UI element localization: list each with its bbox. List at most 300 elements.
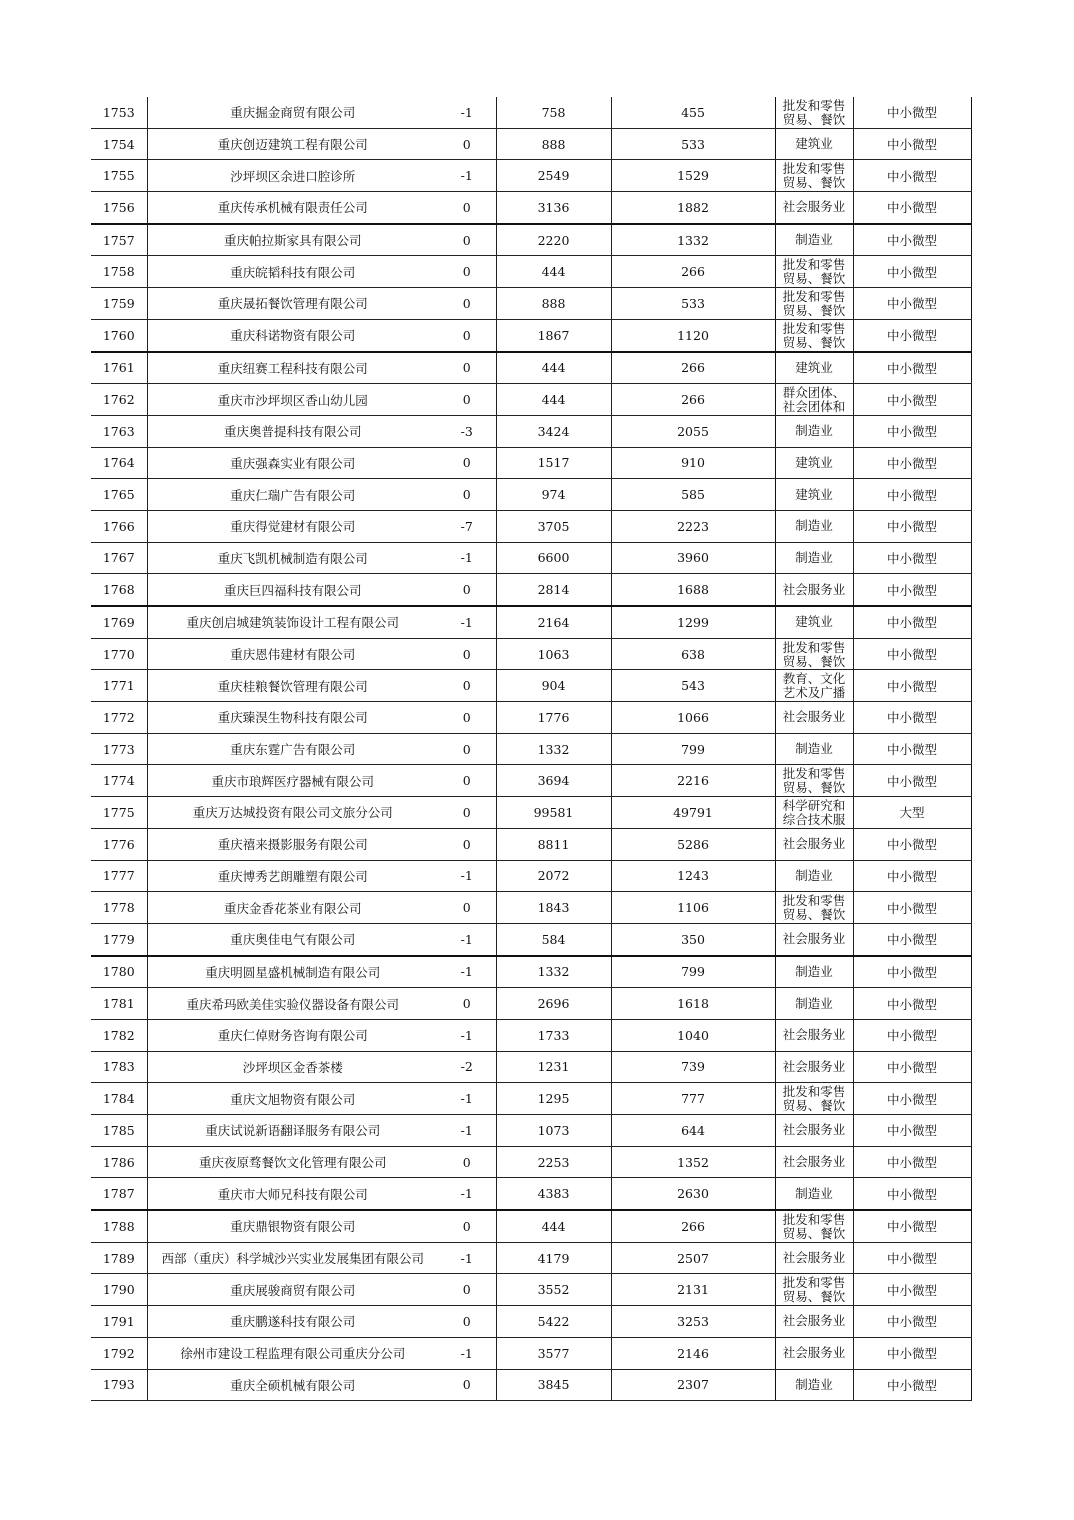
industry-cell: 社会服务业 <box>775 192 853 224</box>
company-name-cell: 重庆全硕机械有限公司 <box>147 1369 438 1401</box>
table-row <box>91 892 971 924</box>
value-a-cell: 1867 <box>496 319 611 351</box>
row-number-cell: 1777 <box>91 860 147 892</box>
company-name-cell: 重庆桂粮餐饮管理有限公司 <box>147 670 438 702</box>
value-b-cell: 2307 <box>611 1369 775 1401</box>
table-row <box>91 1178 971 1210</box>
industry-cell <box>775 797 853 829</box>
value-a-cell: 2814 <box>496 574 611 606</box>
value-a-cell: 3424 <box>496 415 611 447</box>
change-cell: 0 <box>438 224 496 256</box>
industry-cell: 社会服务业 <box>775 1306 853 1338</box>
value-a-cell: 1231 <box>496 1051 611 1083</box>
change-cell: -1 <box>438 160 496 192</box>
industry-text: 批发和零售贸易、餐饮 <box>782 766 846 796</box>
value-b-cell: 1040 <box>611 1019 775 1051</box>
row-number-cell: 1760 <box>91 319 147 351</box>
change-cell: -1 <box>438 923 496 955</box>
table-row <box>91 542 971 574</box>
company-name-cell: 重庆明圆星盛机械制造有限公司 <box>147 956 438 988</box>
table-row <box>91 797 971 829</box>
value-a-cell: 974 <box>496 479 611 511</box>
industry-cell <box>775 670 853 702</box>
scale-cell: 中小微型 <box>853 670 971 702</box>
row-number-cell: 1789 <box>91 1242 147 1274</box>
industry-cell <box>775 288 853 320</box>
row-number-cell: 1772 <box>91 702 147 734</box>
industry-cell <box>775 765 853 797</box>
company-name-cell: 重庆禧来摄影服务有限公司 <box>147 828 438 860</box>
industry-cell <box>775 319 853 351</box>
scale-cell: 中小微型 <box>853 1083 971 1115</box>
row-number-cell: 1776 <box>91 828 147 860</box>
value-b-cell: 1120 <box>611 319 775 351</box>
scale-cell: 中小微型 <box>853 1146 971 1178</box>
change-cell: -1 <box>438 956 496 988</box>
scale-cell: 中小微型 <box>853 1178 971 1210</box>
row-number-cell: 1765 <box>91 479 147 511</box>
scale-cell: 中小微型 <box>853 860 971 892</box>
table-row <box>91 192 971 224</box>
table-row <box>91 415 971 447</box>
row-number-cell: 1786 <box>91 1146 147 1178</box>
company-name-cell: 徐州市建设工程监理有限公司重庆分公司 <box>147 1337 438 1369</box>
table-row <box>91 224 971 256</box>
value-a-cell: 758 <box>496 97 611 128</box>
scale-cell: 中小微型 <box>853 892 971 924</box>
industry-cell: 制造业 <box>775 224 853 256</box>
value-b-cell: 1688 <box>611 574 775 606</box>
value-b-cell: 2216 <box>611 765 775 797</box>
change-cell: 0 <box>438 638 496 670</box>
table-row <box>91 128 971 160</box>
industry-cell: 制造业 <box>775 1369 853 1401</box>
value-a-cell: 1332 <box>496 956 611 988</box>
company-name-cell: 重庆展骏商贸有限公司 <box>147 1274 438 1306</box>
value-b-cell: 266 <box>611 256 775 288</box>
company-name-cell: 重庆文旭物资有限公司 <box>147 1083 438 1115</box>
scale-cell: 中小微型 <box>853 1337 971 1369</box>
table-row <box>91 670 971 702</box>
row-number-cell: 1793 <box>91 1369 147 1401</box>
industry-cell: 社会服务业 <box>775 1242 853 1274</box>
value-b-cell: 2131 <box>611 1274 775 1306</box>
value-b-cell: 1882 <box>611 192 775 224</box>
company-name-cell: 西部（重庆）科学城沙兴实业发展集团有限公司 <box>147 1242 438 1274</box>
table-row <box>91 828 971 860</box>
value-b-cell: 5286 <box>611 828 775 860</box>
value-b-cell: 1618 <box>611 988 775 1020</box>
industry-cell <box>775 638 853 670</box>
row-number-cell: 1756 <box>91 192 147 224</box>
scale-cell: 中小微型 <box>853 1051 971 1083</box>
change-cell: 0 <box>438 733 496 765</box>
table-row <box>91 923 971 955</box>
row-number-cell: 1781 <box>91 988 147 1020</box>
scale-cell: 中小微型 <box>853 319 971 351</box>
row-number-cell: 1783 <box>91 1051 147 1083</box>
scale-cell: 中小微型 <box>853 574 971 606</box>
row-number-cell: 1775 <box>91 797 147 829</box>
change-cell: -1 <box>438 1242 496 1274</box>
company-name-cell: 重庆得觉建材有限公司 <box>147 510 438 542</box>
industry-text: 批发和零售贸易、餐饮 <box>782 893 846 923</box>
scale-cell: 中小微型 <box>853 415 971 447</box>
company-name-cell: 重庆鹏遂科技有限公司 <box>147 1306 438 1338</box>
industry-cell <box>775 256 853 288</box>
value-a-cell: 1843 <box>496 892 611 924</box>
company-name-cell: 重庆帕拉斯家具有限公司 <box>147 224 438 256</box>
value-a-cell: 8811 <box>496 828 611 860</box>
table-row <box>91 1115 971 1147</box>
table-row <box>91 510 971 542</box>
row-number-cell: 1755 <box>91 160 147 192</box>
company-name-cell: 重庆创启城建筑装饰设计工程有限公司 <box>147 606 438 638</box>
table-row <box>91 384 971 416</box>
change-cell: -1 <box>438 1178 496 1210</box>
change-cell: 0 <box>438 828 496 860</box>
industry-cell: 社会服务业 <box>775 828 853 860</box>
value-b-cell: 1066 <box>611 702 775 734</box>
scale-cell: 中小微型 <box>853 224 971 256</box>
row-number-cell: 1757 <box>91 224 147 256</box>
row-number-cell: 1782 <box>91 1019 147 1051</box>
industry-text: 批发和零售贸易、餐饮 <box>782 1211 846 1241</box>
company-name-cell: 重庆飞凯机械制造有限公司 <box>147 542 438 574</box>
company-name-cell: 重庆强森实业有限公司 <box>147 447 438 479</box>
row-number-cell: 1778 <box>91 892 147 924</box>
value-a-cell: 444 <box>496 384 611 416</box>
industry-cell: 社会服务业 <box>775 1019 853 1051</box>
table-row <box>91 1210 971 1242</box>
change-cell: 0 <box>438 128 496 160</box>
row-number-cell: 1768 <box>91 574 147 606</box>
value-b-cell: 2223 <box>611 510 775 542</box>
data-table <box>91 97 972 1401</box>
value-b-cell: 799 <box>611 956 775 988</box>
change-cell: -1 <box>438 1337 496 1369</box>
value-a-cell: 1517 <box>496 447 611 479</box>
industry-cell: 建筑业 <box>775 606 853 638</box>
industry-cell: 社会服务业 <box>775 702 853 734</box>
change-cell: 0 <box>438 352 496 384</box>
scale-cell: 中小微型 <box>853 1210 971 1242</box>
change-cell: 0 <box>438 447 496 479</box>
value-a-cell: 2696 <box>496 988 611 1020</box>
change-cell: 0 <box>438 988 496 1020</box>
industry-cell: 社会服务业 <box>775 1337 853 1369</box>
change-cell: -7 <box>438 510 496 542</box>
row-number-cell: 1761 <box>91 352 147 384</box>
company-name-cell: 重庆奥佳电气有限公司 <box>147 923 438 955</box>
industry-cell: 建筑业 <box>775 128 853 160</box>
change-cell: -1 <box>438 1019 496 1051</box>
value-a-cell: 3845 <box>496 1369 611 1401</box>
value-b-cell: 1352 <box>611 1146 775 1178</box>
company-name-cell: 重庆希玛欧美佳实验仪器设备有限公司 <box>147 988 438 1020</box>
table-body <box>91 97 971 1401</box>
company-name-cell: 重庆奥普提科技有限公司 <box>147 415 438 447</box>
value-b-cell: 533 <box>611 288 775 320</box>
change-cell: 0 <box>438 319 496 351</box>
company-name-cell: 重庆市琅辉医疗器械有限公司 <box>147 765 438 797</box>
value-a-cell: 904 <box>496 670 611 702</box>
industry-text: 批发和零售贸易、餐饮 <box>782 639 846 669</box>
industry-cell <box>775 1274 853 1306</box>
value-a-cell: 1776 <box>496 702 611 734</box>
industry-cell: 社会服务业 <box>775 1146 853 1178</box>
industry-text: 批发和零售贸易、餐饮 <box>782 161 846 191</box>
scale-cell: 中小微型 <box>853 447 971 479</box>
value-b-cell: 585 <box>611 479 775 511</box>
scale-cell: 中小微型 <box>853 828 971 860</box>
value-b-cell: 1106 <box>611 892 775 924</box>
industry-text: 批发和零售贸易、餐饮 <box>782 97 846 127</box>
industry-cell <box>775 384 853 416</box>
value-b-cell: 49791 <box>611 797 775 829</box>
value-b-cell: 1529 <box>611 160 775 192</box>
row-number-cell: 1754 <box>91 128 147 160</box>
value-b-cell: 350 <box>611 923 775 955</box>
industry-cell: 制造业 <box>775 1178 853 1210</box>
company-name-cell: 重庆科诺物资有限公司 <box>147 319 438 351</box>
change-cell: 0 <box>438 892 496 924</box>
change-cell: 0 <box>438 1146 496 1178</box>
scale-cell: 中小微型 <box>853 956 971 988</box>
scale-cell: 中小微型 <box>853 479 971 511</box>
table-row <box>91 1369 971 1401</box>
change-cell: 0 <box>438 1369 496 1401</box>
value-b-cell: 2507 <box>611 1242 775 1274</box>
change-cell: -1 <box>438 1083 496 1115</box>
company-name-cell: 重庆市沙坪坝区香山幼儿园 <box>147 384 438 416</box>
industry-cell: 制造业 <box>775 542 853 574</box>
change-cell: 0 <box>438 1306 496 1338</box>
value-b-cell: 533 <box>611 128 775 160</box>
company-name-cell: 重庆仁倬财务咨询有限公司 <box>147 1019 438 1051</box>
company-name-cell: 重庆鼎银物资有限公司 <box>147 1210 438 1242</box>
change-cell: -1 <box>438 606 496 638</box>
industry-cell: 制造业 <box>775 415 853 447</box>
company-name-cell: 重庆传承机械有限责任公司 <box>147 192 438 224</box>
value-a-cell: 6600 <box>496 542 611 574</box>
row-number-cell: 1763 <box>91 415 147 447</box>
value-a-cell: 99581 <box>496 797 611 829</box>
company-name-cell: 重庆巨四福科技有限公司 <box>147 574 438 606</box>
table-row <box>91 256 971 288</box>
value-b-cell: 638 <box>611 638 775 670</box>
row-number-cell: 1767 <box>91 542 147 574</box>
table-row <box>91 1051 971 1083</box>
row-number-cell: 1780 <box>91 956 147 988</box>
scale-cell: 中小微型 <box>853 1274 971 1306</box>
company-name-cell: 重庆夜原骛餐饮文化管理有限公司 <box>147 1146 438 1178</box>
value-b-cell: 799 <box>611 733 775 765</box>
value-b-cell: 455 <box>611 97 775 128</box>
change-cell: 0 <box>438 192 496 224</box>
value-b-cell: 1332 <box>611 224 775 256</box>
scale-cell: 中小微型 <box>853 542 971 574</box>
value-a-cell: 1295 <box>496 1083 611 1115</box>
value-b-cell: 1243 <box>611 860 775 892</box>
table-row <box>91 1019 971 1051</box>
value-a-cell: 2253 <box>496 1146 611 1178</box>
company-name-cell: 重庆万达城投资有限公司文旅分公司 <box>147 797 438 829</box>
change-cell: 0 <box>438 256 496 288</box>
value-a-cell: 444 <box>496 352 611 384</box>
industry-cell <box>775 1210 853 1242</box>
scale-cell: 中小微型 <box>853 352 971 384</box>
company-name-cell: 重庆掘金商贸有限公司 <box>147 97 438 128</box>
row-number-cell: 1788 <box>91 1210 147 1242</box>
value-a-cell: 3552 <box>496 1274 611 1306</box>
table-row <box>91 1274 971 1306</box>
value-a-cell: 444 <box>496 256 611 288</box>
table-row <box>91 160 971 192</box>
scale-cell: 中小微型 <box>853 160 971 192</box>
scale-cell: 中小微型 <box>853 702 971 734</box>
company-name-cell: 重庆试说新语翻译服务有限公司 <box>147 1115 438 1147</box>
scale-cell: 中小微型 <box>853 765 971 797</box>
industry-cell: 制造业 <box>775 733 853 765</box>
table-row <box>91 479 971 511</box>
scale-cell: 中小微型 <box>853 97 971 128</box>
industry-cell <box>775 892 853 924</box>
value-a-cell: 4179 <box>496 1242 611 1274</box>
company-name-cell: 重庆博秀艺朗雕塑有限公司 <box>147 860 438 892</box>
industry-cell <box>775 160 853 192</box>
value-b-cell: 739 <box>611 1051 775 1083</box>
value-a-cell: 2164 <box>496 606 611 638</box>
industry-cell <box>775 1083 853 1115</box>
scale-cell: 大型 <box>853 797 971 829</box>
scale-cell: 中小微型 <box>853 733 971 765</box>
industry-cell: 制造业 <box>775 510 853 542</box>
value-a-cell: 3705 <box>496 510 611 542</box>
table-row <box>91 288 971 320</box>
value-b-cell: 1299 <box>611 606 775 638</box>
scale-cell: 中小微型 <box>853 1115 971 1147</box>
industry-cell: 建筑业 <box>775 479 853 511</box>
value-a-cell: 1063 <box>496 638 611 670</box>
company-name-cell: 重庆纽赛工程科技有限公司 <box>147 352 438 384</box>
value-a-cell: 1073 <box>496 1115 611 1147</box>
industry-cell: 建筑业 <box>775 352 853 384</box>
company-name-cell: 重庆创迈建筑工程有限公司 <box>147 128 438 160</box>
value-b-cell: 543 <box>611 670 775 702</box>
industry-text: 批发和零售贸易、餐饮 <box>782 1275 846 1305</box>
row-number-cell: 1787 <box>91 1178 147 1210</box>
row-number-cell: 1779 <box>91 923 147 955</box>
value-b-cell: 3960 <box>611 542 775 574</box>
change-cell: 0 <box>438 670 496 702</box>
value-b-cell: 777 <box>611 1083 775 1115</box>
company-name-cell: 沙坪坝区余进口腔诊所 <box>147 160 438 192</box>
industry-cell: 制造业 <box>775 860 853 892</box>
change-cell: -1 <box>438 860 496 892</box>
change-cell: 0 <box>438 702 496 734</box>
industry-text: 教育、文化艺术及广播 <box>782 671 846 701</box>
table-row <box>91 1242 971 1274</box>
industry-cell: 建筑业 <box>775 447 853 479</box>
table-row <box>91 1083 971 1115</box>
row-number-cell: 1762 <box>91 384 147 416</box>
change-cell: 0 <box>438 574 496 606</box>
company-name-cell: 重庆东霆广告有限公司 <box>147 733 438 765</box>
company-name-cell: 重庆仁瑞广告有限公司 <box>147 479 438 511</box>
scale-cell: 中小微型 <box>853 1369 971 1401</box>
row-number-cell: 1759 <box>91 288 147 320</box>
value-a-cell: 4383 <box>496 1178 611 1210</box>
value-a-cell: 5422 <box>496 1306 611 1338</box>
scale-cell: 中小微型 <box>853 638 971 670</box>
scale-cell: 中小微型 <box>853 384 971 416</box>
row-number-cell: 1784 <box>91 1083 147 1115</box>
change-cell: 0 <box>438 1274 496 1306</box>
change-cell: 0 <box>438 479 496 511</box>
value-b-cell: 644 <box>611 1115 775 1147</box>
table-row <box>91 1337 971 1369</box>
table-row <box>91 1146 971 1178</box>
row-number-cell: 1792 <box>91 1337 147 1369</box>
value-b-cell: 266 <box>611 352 775 384</box>
value-a-cell: 888 <box>496 288 611 320</box>
change-cell: 0 <box>438 384 496 416</box>
row-number-cell: 1758 <box>91 256 147 288</box>
value-a-cell: 1733 <box>496 1019 611 1051</box>
company-name-cell: 沙坪坝区金香茶楼 <box>147 1051 438 1083</box>
table-row <box>91 860 971 892</box>
change-cell: 0 <box>438 797 496 829</box>
scale-cell: 中小微型 <box>853 1306 971 1338</box>
row-number-cell: 1773 <box>91 733 147 765</box>
change-cell: -2 <box>438 1051 496 1083</box>
table-row <box>91 319 971 351</box>
scale-cell: 中小微型 <box>853 606 971 638</box>
row-number-cell: 1769 <box>91 606 147 638</box>
table-row <box>91 606 971 638</box>
value-a-cell: 2220 <box>496 224 611 256</box>
row-number-cell: 1785 <box>91 1115 147 1147</box>
table-row <box>91 352 971 384</box>
company-name-cell: 重庆金香花茶业有限公司 <box>147 892 438 924</box>
industry-text: 批发和零售贸易、餐饮 <box>782 1084 846 1114</box>
industry-cell: 社会服务业 <box>775 574 853 606</box>
row-number-cell: 1790 <box>91 1274 147 1306</box>
company-name-cell: 重庆晟拓餐饮管理有限公司 <box>147 288 438 320</box>
table-row <box>91 574 971 606</box>
industry-text: 批发和零售贸易、餐饮 <box>782 320 846 350</box>
company-name-cell: 重庆臻淏生物科技有限公司 <box>147 702 438 734</box>
industry-text: 批发和零售贸易、餐饮 <box>782 257 846 287</box>
row-number-cell: 1764 <box>91 447 147 479</box>
change-cell: -1 <box>438 1115 496 1147</box>
scale-cell: 中小微型 <box>853 510 971 542</box>
industry-text: 科学研究和综合技术服 <box>782 797 846 827</box>
table-row <box>91 638 971 670</box>
change-cell: -3 <box>438 415 496 447</box>
row-number-cell: 1774 <box>91 765 147 797</box>
company-name-cell: 重庆皖韬科技有限公司 <box>147 256 438 288</box>
industry-text: 批发和零售贸易、餐饮 <box>782 288 846 318</box>
value-a-cell: 444 <box>496 1210 611 1242</box>
value-b-cell: 3253 <box>611 1306 775 1338</box>
value-a-cell: 888 <box>496 128 611 160</box>
table-row <box>91 988 971 1020</box>
scale-cell: 中小微型 <box>853 128 971 160</box>
row-number-cell: 1766 <box>91 510 147 542</box>
industry-text: 群众团体、社会团体和 <box>782 385 846 415</box>
